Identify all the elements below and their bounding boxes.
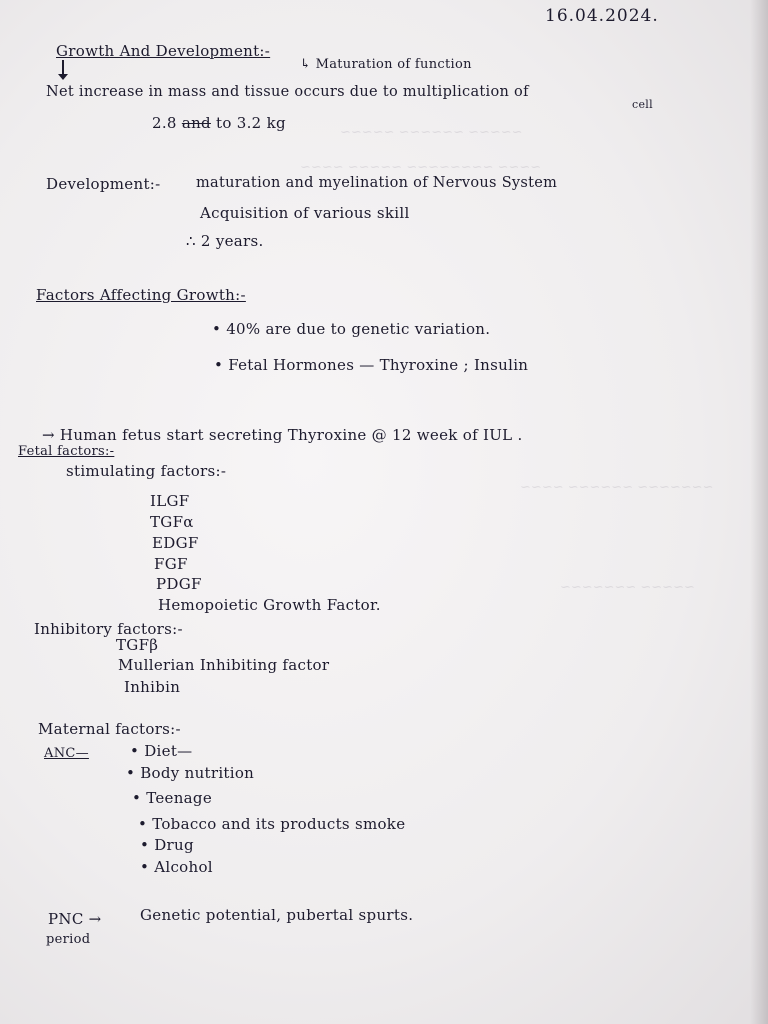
maternal-factor-item: • Tobacco and its products smoke [138, 815, 406, 833]
growth-definition: Net increase in mass and tissue occurs due to multiplication of [46, 84, 529, 100]
stimulating-factor-item: EDGF [152, 534, 199, 552]
development-line2: Acquisition of various skill [200, 204, 410, 222]
stimulating-factor-item: TGFα [150, 513, 194, 531]
development-line3: ∴ 2 years. [186, 232, 264, 250]
pnc-period: period [46, 932, 91, 947]
factors-bullet-hormones: • Fetal Hormones — Thyroxine ; Insulin [214, 356, 529, 374]
stimulating-factor-item: ILGF [150, 492, 190, 510]
inhibitory-factor-item: Mullerian Inhibiting factor [118, 656, 330, 674]
weight-struck: and [181, 114, 211, 132]
bleed-through-text: ~~~~~ ~~~~~~~ [560, 580, 695, 595]
maternal-factor-item: • Alcohol [140, 858, 213, 876]
development-label: Development:- [46, 175, 161, 193]
weight-end: to 3.2 kg [216, 114, 286, 132]
pnc-label: PNC → [48, 910, 102, 928]
stimulating-factor-item: Hemopoietic Growth Factor. [158, 596, 381, 614]
maternal-factor-item: • Teenage [132, 789, 212, 807]
thyroxine-note: → Human fetus start secreting Thyroxine @ 12 week of IUL . [42, 426, 523, 444]
stimulating-factors-label: stimulating factors:- [66, 462, 227, 480]
development-line1: maturation and myelination of Nervous System [196, 175, 558, 191]
inhibitory-factor-item: TGFβ [116, 636, 159, 654]
factors-bullet-genetic: • 40% are due to genetic variation. [212, 320, 491, 338]
maturation-note: ↳ Maturation of function [300, 57, 472, 72]
maternal-factors-label: Maternal factors:- [38, 720, 181, 738]
stimulating-factor-item: FGF [154, 555, 188, 573]
weight-range [152, 114, 286, 132]
bleed-through-text: ~~~~~ ~~~~~~ ~~~~~ [340, 125, 523, 140]
down-arrow-icon [62, 60, 64, 76]
weight-start: 2.8 [152, 114, 177, 132]
maternal-factor-item: • Diet— [130, 742, 193, 760]
bleed-through-text: ~~~~~~~ ~~~~~~ ~~~~ [520, 480, 714, 495]
maternal-factor-item: • Drug [140, 836, 194, 854]
stimulating-factor-item: PDGF [156, 575, 202, 593]
growth-definition-cell: cell [632, 98, 653, 111]
inhibitory-factor-item: Inhibin [124, 678, 181, 696]
date: 16.04.2024. [545, 6, 659, 26]
inhibitory-factors-label: Inhibitory factors:- [34, 620, 183, 638]
fetal-factors-label: Fetal factors:- [18, 444, 115, 459]
pnc-text: Genetic potential, pubertal spurts. [140, 906, 414, 924]
growth-heading: Growth And Development:- [56, 42, 271, 60]
factors-heading: Factors Affecting Growth:- [36, 286, 246, 304]
maternal-factor-item: • Body nutrition [126, 764, 255, 782]
bleed-through-text: ~~~~ ~~~~~~~~ ~~~~~ ~~~~ [300, 160, 542, 175]
anc-label: ANC— [44, 746, 89, 761]
